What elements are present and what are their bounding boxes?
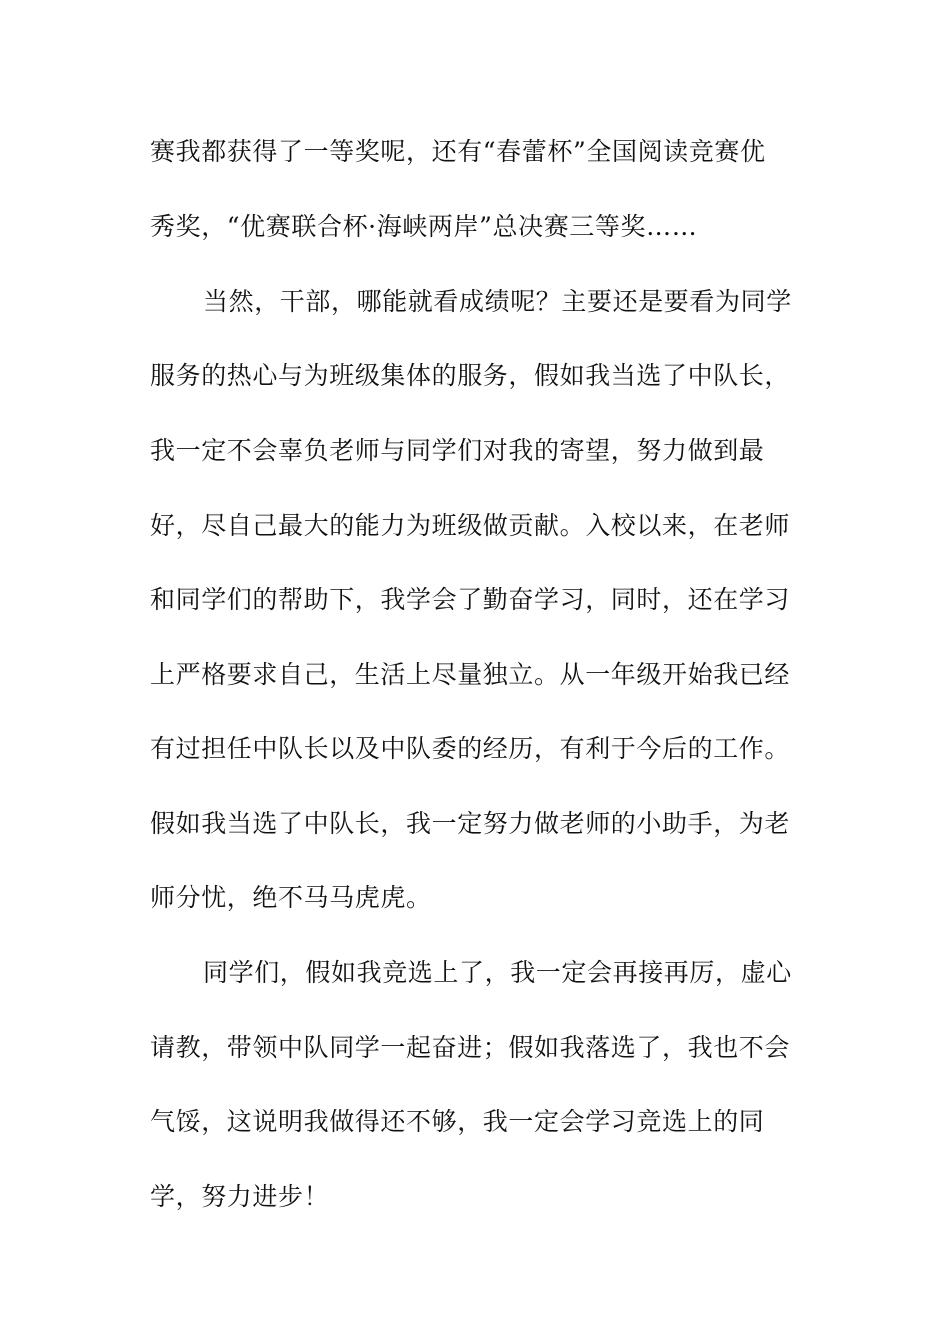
paragraph-start-line: 当然，干部，哪能就看成绩呢？主要还是要看为同学	[203, 287, 792, 316]
text-line: 有过担任中队长以及中队委的经历，有利于今后的工作。	[150, 734, 791, 763]
text-line: 和同学们的帮助下，我学会了勤奋学习，同时，还在学习	[150, 585, 791, 614]
text-line: 请教，带领中队同学一起奋进；假如我落选了，我也不会	[150, 1033, 791, 1062]
text-line: 我一定不会辜负老师与同学们对我的寄望，努力做到最	[150, 436, 765, 465]
text-line: 赛我都获得了一等奖呢，还有“春蕾杯”全国阅读竞赛优	[150, 137, 766, 166]
paragraph-start-line: 同学们，假如我竞选上了，我一定会再接再厉，虚心	[203, 958, 792, 987]
text-line: 服务的热心与为班级集体的服务，假如我当选了中队长，	[150, 361, 791, 390]
text-line: 师分忧，绝不马马虎虎。	[150, 883, 432, 912]
text-line: 好，尽自己最大的能力为班级做贡献。入校以来，在老师	[150, 511, 791, 540]
text-line: 秀奖，“优赛联合杯·海峡两岸”总决赛三等奖……	[150, 212, 698, 241]
text-line: 学，努力进步！	[150, 1182, 330, 1211]
text-line: 假如我当选了中队长，我一定努力做老师的小助手，为老	[150, 809, 791, 838]
text-line: 上严格要求自己，生活上尽量独立。从一年级开始我已经	[150, 660, 791, 689]
text-line: 气馁，这说明我做得还不够，我一定会学习竞选上的同	[150, 1107, 765, 1136]
